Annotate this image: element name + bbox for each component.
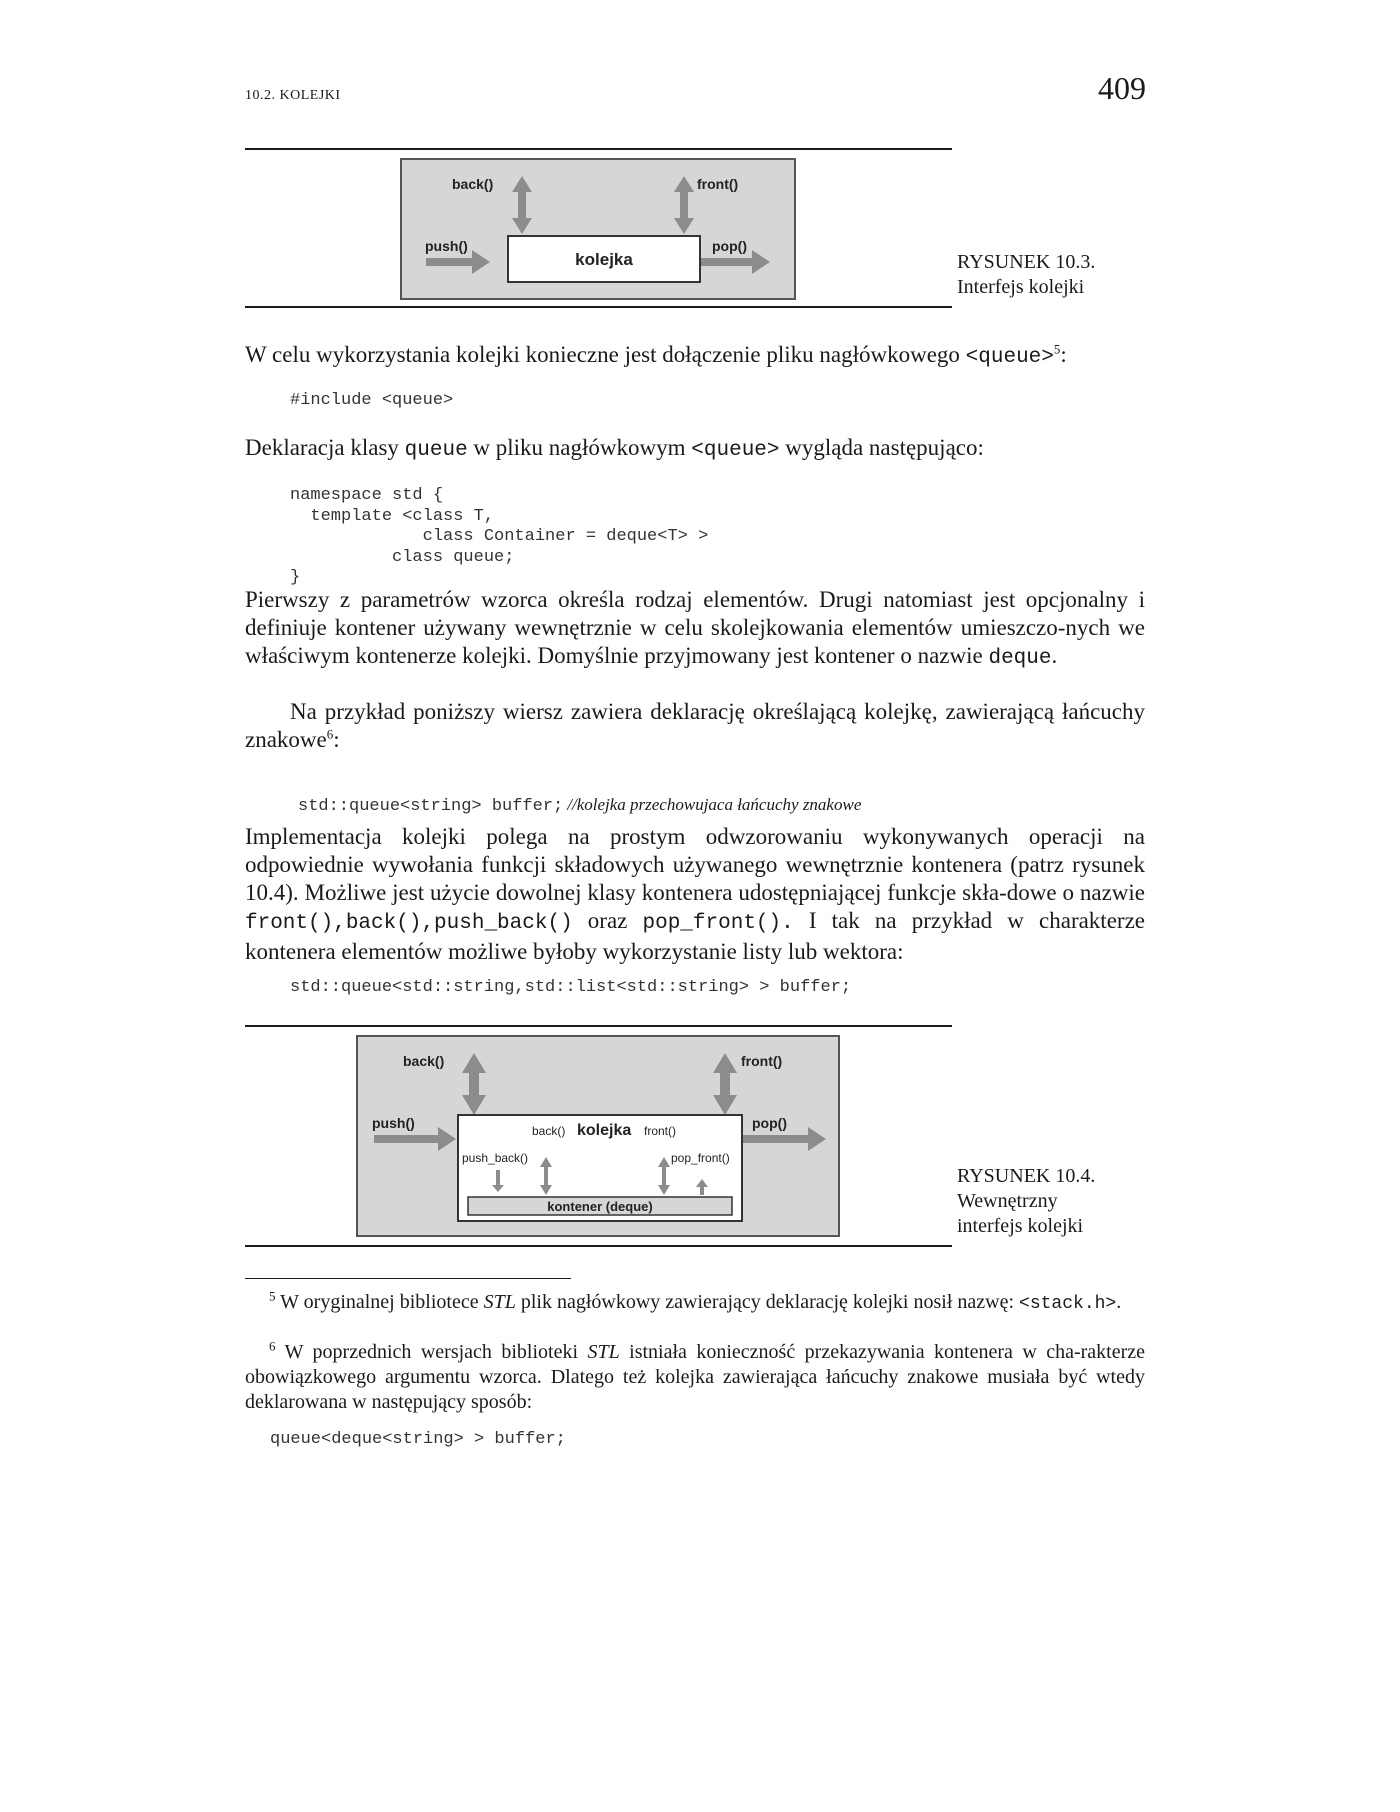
para3-text: Pierwszy z parametrów wzorca określa rodzaj elementów. Drugi natomiast jest opcjonalny i definiuje kontener używany wewnętrznie w celu skolejkowania elementów umieszczo-nych we właściwym kontenerze kolejki. Domyślnie przyjmowany jest kontener o nazwie bbox=[245, 587, 1145, 668]
para4-end: : bbox=[333, 727, 340, 752]
footnote-ref-6: 6 bbox=[326, 726, 334, 742]
footnote-5 bbox=[245, 1290, 1145, 1317]
para5-text2: I tak na przykład w charakterze kontenera elementów możliwe byłoby wykorzystanie listy lub wektora: bbox=[245, 908, 1145, 964]
para5-and: oraz bbox=[572, 908, 643, 933]
paragraph-example bbox=[245, 698, 1145, 754]
footnote-separator bbox=[245, 1278, 571, 1279]
para2-end: wygląda następująco: bbox=[779, 435, 984, 460]
paragraph-declaration-intro bbox=[245, 434, 1145, 465]
running-head: 10.2. KOLEJKI bbox=[245, 88, 341, 103]
figure1-label-pop: pop() bbox=[712, 238, 747, 254]
figure1-label-back: back() bbox=[452, 176, 494, 192]
figure1-label-push: push() bbox=[425, 238, 468, 254]
figure1-bottom-rule bbox=[245, 306, 952, 308]
figure2-container-label: kontener (deque) bbox=[547, 1199, 653, 1214]
footnote-6 bbox=[245, 1340, 1145, 1415]
paragraph-implementation bbox=[245, 823, 1145, 966]
figure1-diagram bbox=[400, 158, 796, 300]
figure2-pop-front-label: pop_front() bbox=[671, 1151, 730, 1165]
code-list-buffer: std::queue<std::string,std::list<std::string> > buffer; bbox=[290, 978, 852, 997]
figure1-box-label: kolejka bbox=[575, 250, 633, 269]
para5-code-pop-front: pop_front(). bbox=[642, 912, 794, 935]
code-namespace-declaration: namespace std { template <class T, class Container = deque<T> > class queue; } bbox=[290, 486, 709, 587]
para5-code-back: back(), bbox=[345, 912, 435, 935]
paragraph-include-intro bbox=[245, 341, 1145, 372]
para5-code-front: front(), bbox=[245, 912, 346, 935]
para1-text: W celu wykorzystania kolejki konieczne jest dołączenie pliku nagłówkowego bbox=[245, 342, 966, 367]
footnote-6-stl: STL bbox=[587, 1341, 620, 1363]
figure2-push-back-label: push_back() bbox=[462, 1151, 529, 1165]
footnote-5-number: 5 bbox=[269, 1288, 276, 1304]
paragraph-template-parameters bbox=[245, 586, 1145, 673]
figure2-label-pop: pop() bbox=[752, 1115, 787, 1131]
figure1-top-rule bbox=[245, 148, 952, 150]
footnote-6-text: W poprzednich wersjach biblioteki bbox=[284, 1341, 588, 1363]
para1-code: <queue> bbox=[965, 346, 1054, 369]
para5-text: Implementacja kolejki polega na prostym odwzorowaniu wykonywanych operacji na odpowiednie wywołania funkcji składowych używanego wewnętrznie kontenera (patrz rysunek 10.4). Możliwe jest użycie dowolnej klasy kontenera udostępniającej funkcje skła-dowe o nazwie bbox=[245, 824, 1145, 905]
figure2-caption-number: RYSUNEK 10.4. bbox=[957, 1165, 1096, 1187]
figure1-caption-number: RYSUNEK 10.3. bbox=[957, 251, 1096, 273]
code3-comment: //kolejka przechowujaca łańcuchy znakowe bbox=[567, 795, 862, 814]
footnote-5-text: W oryginalnej bibliotece bbox=[280, 1291, 484, 1313]
code-buffer-example bbox=[290, 777, 861, 818]
para2-text: Deklaracja klasy bbox=[245, 435, 405, 460]
figure2-caption bbox=[957, 1164, 1095, 1239]
figure2-caption-line2: Wewnętrzny bbox=[957, 1190, 1058, 1212]
figure2-label-back: back() bbox=[403, 1053, 445, 1069]
footnote-ref-5: 5 bbox=[1053, 341, 1061, 357]
footnote-5-code: <stack.h> bbox=[1019, 1294, 1117, 1314]
figure2-diagram bbox=[356, 1035, 840, 1237]
para2-code-header: <queue> bbox=[691, 439, 780, 462]
figure2-box-label: kolejka bbox=[577, 1122, 632, 1139]
footnote-6-code: queue<deque<string> > buffer; bbox=[270, 1430, 566, 1449]
para1-end: : bbox=[1060, 342, 1067, 367]
figure1-caption-text: Interfejs kolejki bbox=[957, 276, 1085, 298]
para3-code-deque: deque bbox=[988, 647, 1052, 670]
figure2-inner-back: back() bbox=[532, 1124, 566, 1138]
figure2-caption-line3: interfejs kolejki bbox=[957, 1215, 1084, 1237]
footnote-5-stl: STL bbox=[483, 1291, 516, 1313]
para3-end: . bbox=[1051, 643, 1058, 668]
figure2-bottom-rule bbox=[245, 1245, 952, 1247]
footnote-5-end: . bbox=[1116, 1291, 1122, 1313]
code-include: #include <queue> bbox=[290, 391, 454, 410]
figure2-label-front: front() bbox=[741, 1053, 783, 1069]
para4-text: Na przykład poniższy wiersz zawiera deklarację określającą kolejkę, zawierającą łańcuchy znakowe bbox=[245, 699, 1145, 752]
code3-code: std::queue<string> buffer; bbox=[298, 797, 564, 816]
footnote-6-text2: istniała konieczność przekazywania kontenera w cha-rakterze obowiązkowego argumentu wzorca. Dlatego też kolejka zawierająca łańcuchy znakowe musiała być wtedy deklarowana w następujący sposób: bbox=[245, 1341, 1146, 1413]
figure2-top-rule bbox=[245, 1025, 952, 1027]
figure2-label-push: push() bbox=[372, 1115, 415, 1131]
footnote-5-text2: plik nagłówkowy zawierający deklarację kolejki nosił nazwę: bbox=[515, 1291, 1020, 1313]
para2-text-middle: w pliku nagłówkowym bbox=[467, 435, 692, 460]
figure1-caption bbox=[957, 250, 1095, 300]
footnote-6-number: 6 bbox=[269, 1338, 276, 1354]
figure1-label-front: front() bbox=[697, 176, 739, 192]
para5-code-push-back: push_back() bbox=[434, 912, 573, 935]
para2-code-queue: queue bbox=[404, 439, 468, 462]
figure2-inner-front: front() bbox=[644, 1124, 677, 1138]
page-number: 409 bbox=[1098, 70, 1146, 106]
